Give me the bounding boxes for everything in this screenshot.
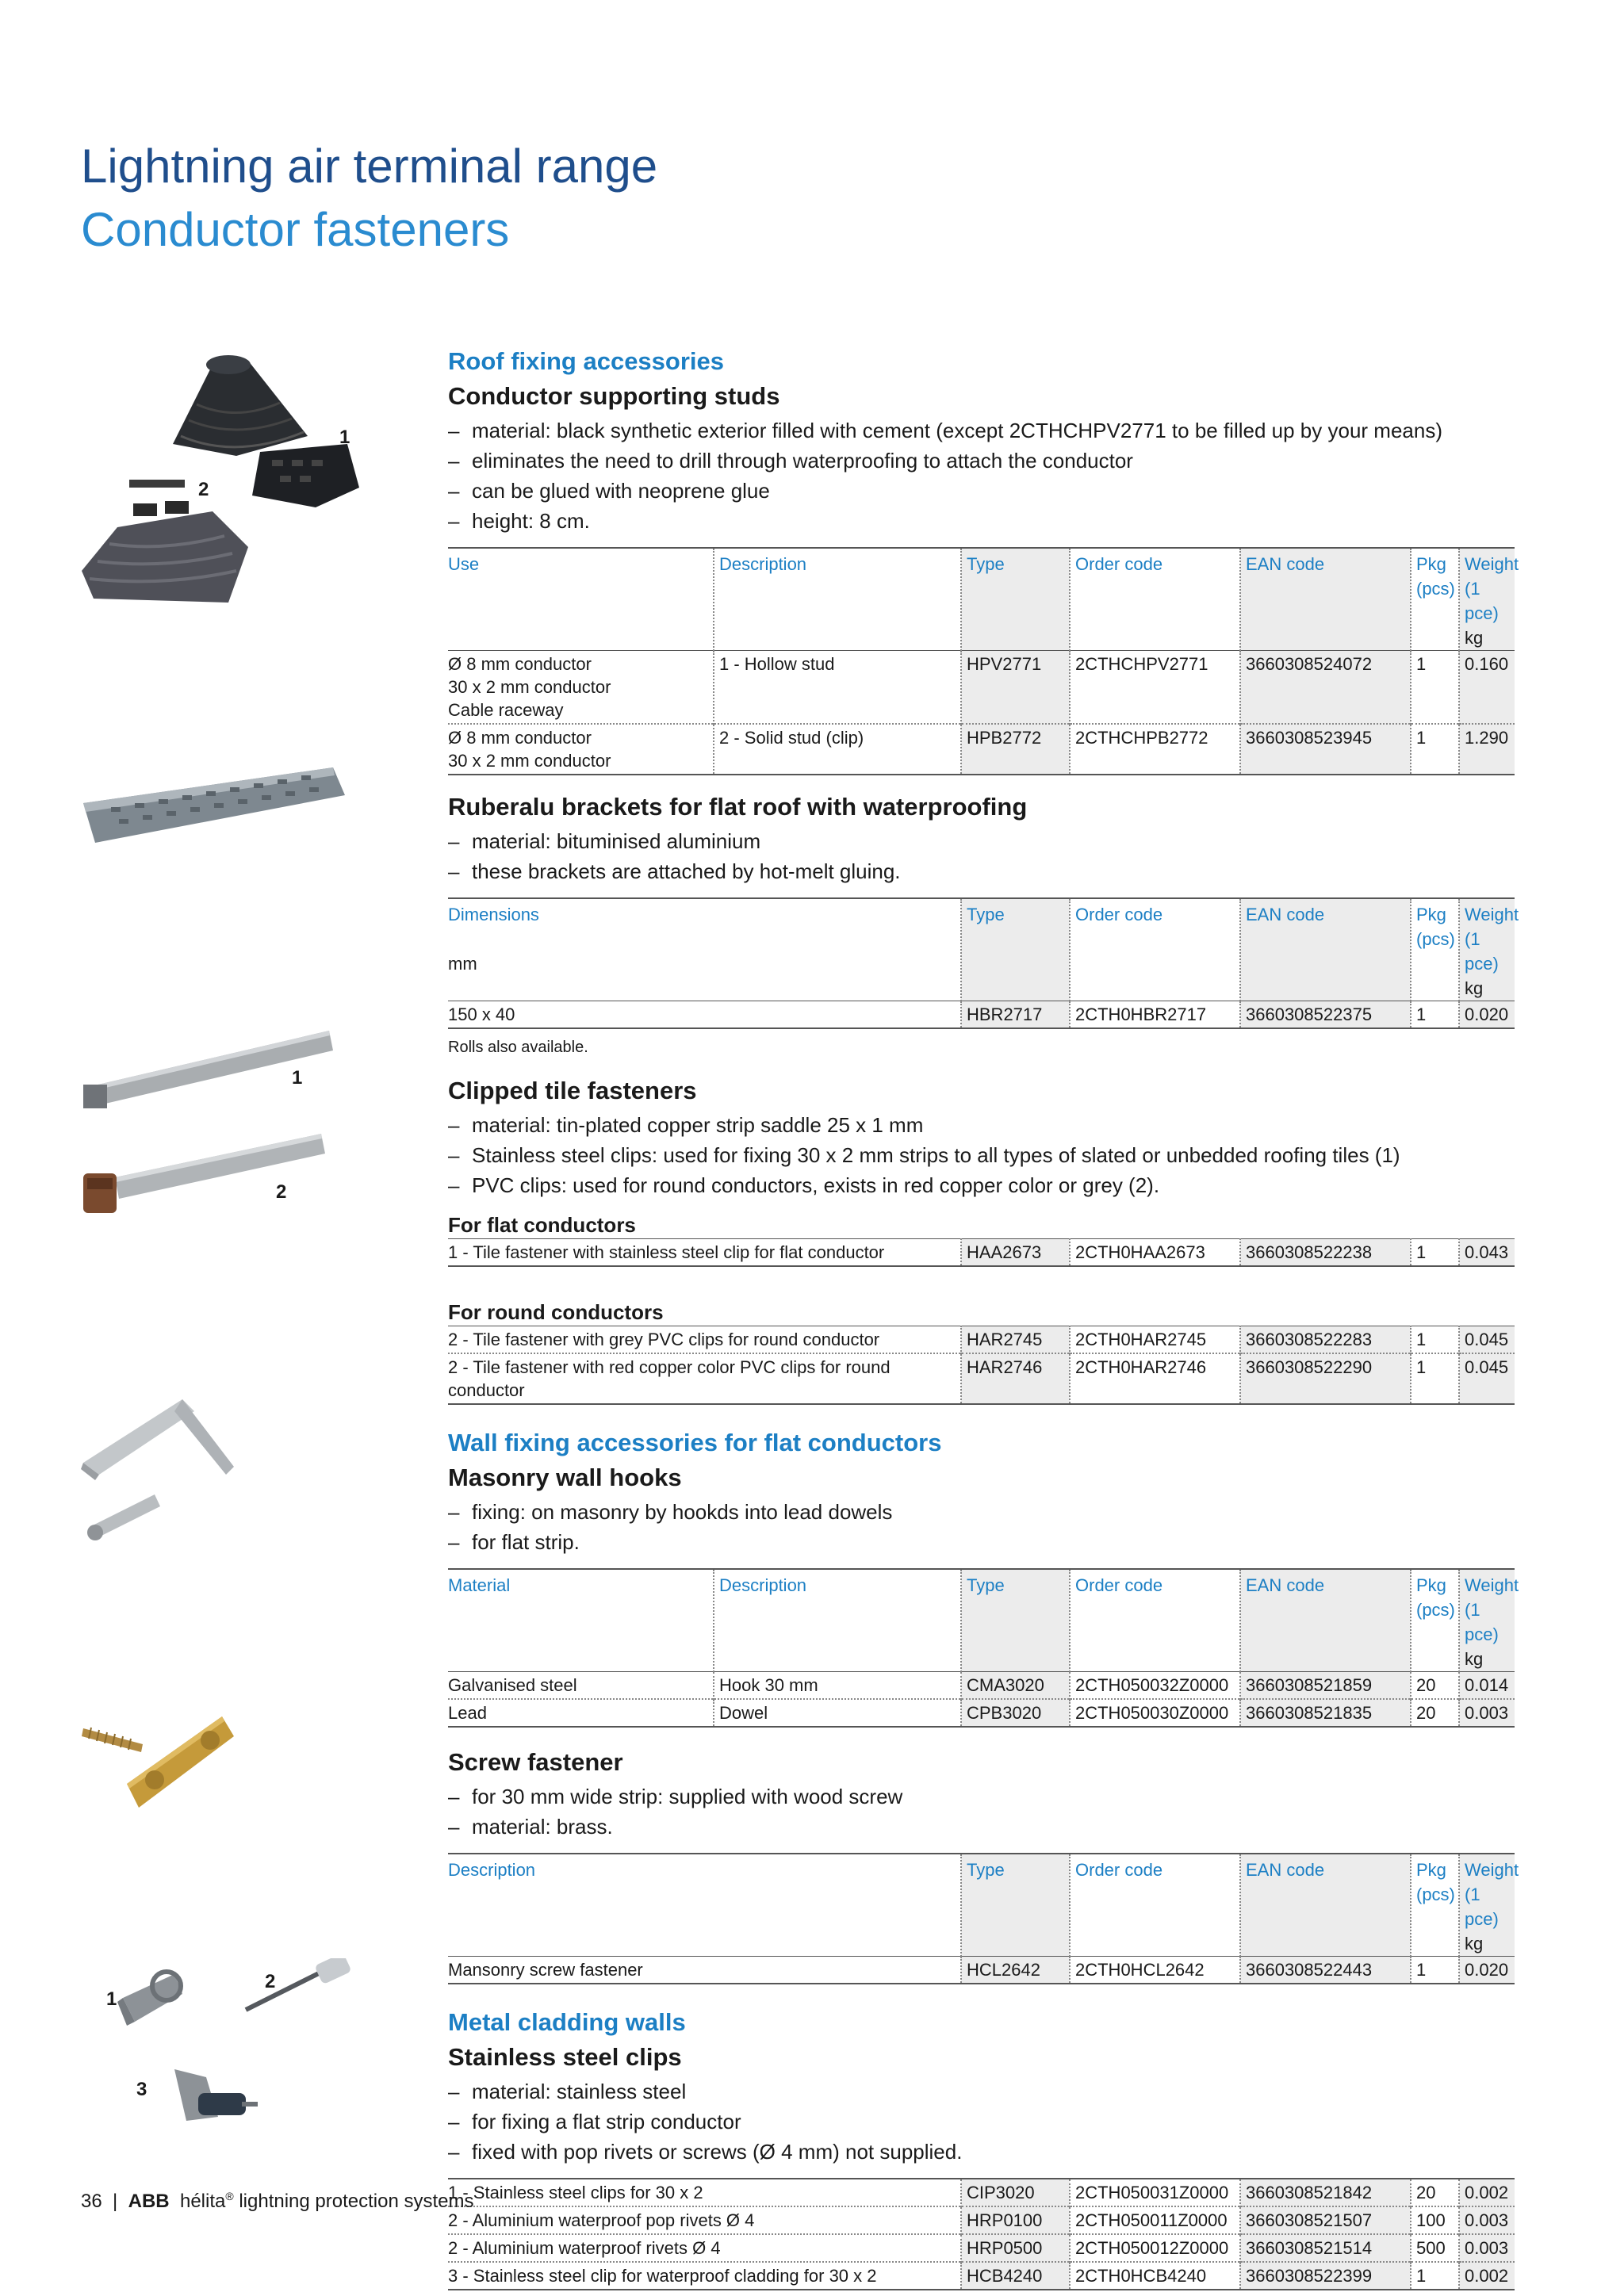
clips-callout-3: 3 [136, 2079, 147, 2100]
steel-clip-icon [117, 1972, 182, 2026]
clips-title: Stainless steel clips [448, 2043, 682, 2071]
masonry-bullet: – for flat strip. [448, 1527, 1515, 1557]
col-type: Type [961, 1569, 1070, 1672]
col-type: Type [961, 548, 1070, 651]
masonry-bullet: – fixing: on masonry by hookds into lead dowels [448, 1497, 1515, 1527]
table-row: Galvanised steel Hook 30 mm CMA3020 2CTH050032Z0000 3660308521859 20 0.014 [448, 1672, 1515, 1700]
col-order-code: Order code [1070, 898, 1240, 1001]
table-row: Lead Dowel CPB3020 2CTH050030Z0000 3660308521835 20 0.003 [448, 1699, 1515, 1727]
content-column [448, 346, 1519, 2290]
round-conductors-heading: For round conductors [448, 1300, 664, 1324]
page-number: 36 [81, 2191, 102, 2212]
footer-separator: | [113, 2191, 118, 2212]
col-pkg: Pkg (pcs) [1411, 898, 1459, 1001]
col-description: Description [448, 1854, 961, 1957]
studs-bullet: – material: black synthetic exterior filled with cement (except 2CTHCHPV2771 to be filled up by your means) [448, 415, 1515, 446]
ruberalu-bracket-image [79, 760, 349, 855]
table-row: Ø 8 mm conductor 30 x 2 mm conductor 2 - Solid stud (clip) HPB2772 2CTHCHPB2772 3660308523945 1 1.290 [448, 724, 1515, 775]
col-order-code: Order code [1070, 1569, 1240, 1672]
clips-bullet: – fixed with pop rivets or screws (Ø 4 mm) not supplied. [448, 2137, 1515, 2167]
table-row: 2 - Aluminium waterproof pop rivets Ø 4 HRP0100 2CTH050011Z0000 3660308521507 100 0.003 [448, 2206, 1515, 2234]
clips-bullets [448, 2076, 1515, 2167]
col-type: Type [961, 898, 1070, 1001]
flat-conductors-table [448, 1238, 1515, 1267]
col-ean: EAN code [1240, 1569, 1411, 1672]
table-row: 2 - Aluminium waterproof rivets Ø 4 HRP0500 2CTH050012Z0000 3660308521514 500 0.003 [448, 2234, 1515, 2262]
tile-callout-2: 2 [276, 1181, 287, 1203]
page-title-line2: Conductor fasteners [81, 203, 510, 256]
tile-fasteners-image [79, 1023, 341, 1229]
studs-bullet: – eliminates the need to drill through waterproofing to attach the conductor [448, 446, 1515, 476]
col-description: Description [714, 548, 961, 651]
col-use: Use [448, 548, 714, 651]
clipped-bullet: – Stainless steel clips: used for fixing 30 x 2 mm strips to all types of slated or unbedded roofing tiles (1) [448, 1140, 1515, 1170]
section-roof-title: Roof fixing accessories [448, 347, 725, 375]
clipped-bullet: – material: tin-plated copper strip saddle 25 x 1 mm [448, 1110, 1515, 1140]
table-row: Ø 8 mm conductor 30 x 2 mm conductor Cable raceway 1 - Hollow stud HPV2771 2CTHCHPV2771 3660308524072 1 0.160 [448, 651, 1515, 725]
clipped-title: Clipped tile fasteners [448, 1077, 697, 1104]
col-weight: Weight (1 pce) kg [1459, 1569, 1515, 1672]
flat-conductors-heading: For flat conductors [448, 1213, 636, 1237]
brass-plate-icon [127, 1716, 234, 1808]
clipped-bullets [448, 1110, 1515, 1200]
masonry-bullets [448, 1497, 1515, 1557]
studs-bullet: – can be glued with neoprene glue [448, 476, 1515, 506]
col-type: Type [961, 1854, 1070, 1957]
studs-table [448, 547, 1519, 775]
studs-bullets [448, 415, 1515, 536]
clips-callout-1: 1 [106, 1988, 117, 2010]
clips-bullet: – material: stainless steel [448, 2076, 1515, 2107]
screw-bullet: – material: brass. [448, 1812, 1515, 1842]
col-ean: EAN code [1240, 898, 1411, 1001]
masonry-title: Masonry wall hooks [448, 1464, 682, 1491]
col-weight: Weight (1 pce) kg [1459, 548, 1515, 651]
clipped-bullet: – PVC clips: used for round conductors, exists in red copper color or grey (2). [448, 1170, 1515, 1200]
footer-brand: ABB [128, 2191, 170, 2212]
steel-clips-image [79, 1958, 373, 2149]
col-material: Material [448, 1569, 714, 1672]
col-description: Description [714, 1569, 961, 1672]
col-pkg: Pkg (pcs) [1411, 1854, 1459, 1957]
table-row: 2 - Tile fastener with red copper color PVC clips for round conductor HAR2746 2CTH0HAR2746 3660308522290 1 0.045 [448, 1353, 1515, 1404]
dowel-icon [87, 1494, 160, 1540]
page-title-line1: Lightning air terminal range [81, 140, 658, 193]
col-order-code: Order code [1070, 1854, 1240, 1957]
col-dimensions: Dimensions mm [448, 898, 961, 1001]
tile-callout-1: 1 [292, 1067, 303, 1089]
masonry-table [448, 1568, 1519, 1728]
section-metal-title: Metal cladding walls [448, 2008, 686, 2036]
screw-icon [82, 1728, 143, 1752]
ruberalu-bullet: – material: bituminised aluminium [448, 826, 1515, 856]
studs-callout-1: 1 [339, 427, 350, 448]
table-row: 1 - Tile fastener with stainless steel clip for flat conductor HAA2673 2CTH0HAA2673 3660308522238 1 0.043 [448, 1239, 1515, 1267]
footer-product: hélita [179, 2191, 226, 2212]
clips-callout-2: 2 [265, 1971, 276, 1992]
studs-bullet: – height: 8 cm. [448, 506, 1515, 536]
table-row: 3 - Stainless steel clip for waterproof cladding for 30 x 2 HCB4240 2CTH0HCB4240 3660308522399 1 0.002 [448, 2262, 1515, 2290]
screw-bullet: – for 30 mm wide strip: supplied with wood screw [448, 1781, 1515, 1812]
col-weight: Weight (1 pce) kg [1459, 898, 1515, 1001]
table-row: 2 - Tile fastener with grey PVC clips for round conductor HAR2745 2CTH0HAR2745 3660308522283 1 0.045 [448, 1326, 1515, 1354]
solid-stud-icon [82, 480, 248, 603]
pvc-clip-fastener-icon [83, 1134, 325, 1213]
bracket-icon [83, 767, 345, 843]
table-row: Mansonry screw fastener HCL2642 2CTH0HCL2642 3660308522443 1 0.020 [448, 1957, 1515, 1984]
clips-table [448, 2178, 1515, 2290]
masonry-hooks-image [79, 1391, 246, 1550]
screw-fastener-image [79, 1709, 238, 1820]
ruberalu-title: Ruberalu brackets for flat roof with waterproofing [448, 793, 1028, 821]
table-row: 150 x 40 HBR2717 2CTH0HBR2717 3660308522375 1 0.020 [448, 1001, 1515, 1029]
col-pkg: Pkg (pcs) [1411, 548, 1459, 651]
ruberalu-table [448, 897, 1519, 1029]
pop-rivet-icon [246, 1958, 352, 2010]
ruberalu-note: Rolls also available. [448, 1039, 588, 1056]
col-ean: EAN code [1240, 548, 1411, 651]
col-weight: Weight (1 pce) kg [1459, 1854, 1515, 1957]
round-conductors-table [448, 1326, 1515, 1405]
clips-bullet: – for fixing a flat strip conductor [448, 2107, 1515, 2137]
waterproof-clip-icon [174, 2069, 258, 2121]
section-wall-title: Wall fixing accessories for flat conductors [448, 1429, 942, 1456]
col-ean: EAN code [1240, 1854, 1411, 1957]
studs-title: Conductor supporting studs [448, 382, 780, 410]
studs-callout-2: 2 [198, 479, 209, 500]
col-pkg: Pkg (pcs) [1411, 1569, 1459, 1672]
page-title [81, 135, 657, 262]
footer-tail: lightning protection systems [233, 2191, 474, 2212]
page-footer [81, 2190, 473, 2213]
footer-reg: ® [225, 2190, 234, 2202]
studs-image [78, 349, 363, 610]
screw-table [448, 1853, 1519, 1984]
screw-bullets [448, 1781, 1515, 1842]
screw-title: Screw fastener [448, 1748, 623, 1776]
col-order-code: Order code [1070, 548, 1240, 651]
hook-icon [81, 1399, 234, 1480]
ruberalu-bullets [448, 826, 1515, 886]
table-row: 1 - Stainless steel clips for 30 x 2 CIP3020 2CTH050031Z0000 3660308521842 20 0.002 [448, 2179, 1515, 2206]
ruberalu-bullet: – these brackets are attached by hot-melt gluing. [448, 856, 1515, 886]
